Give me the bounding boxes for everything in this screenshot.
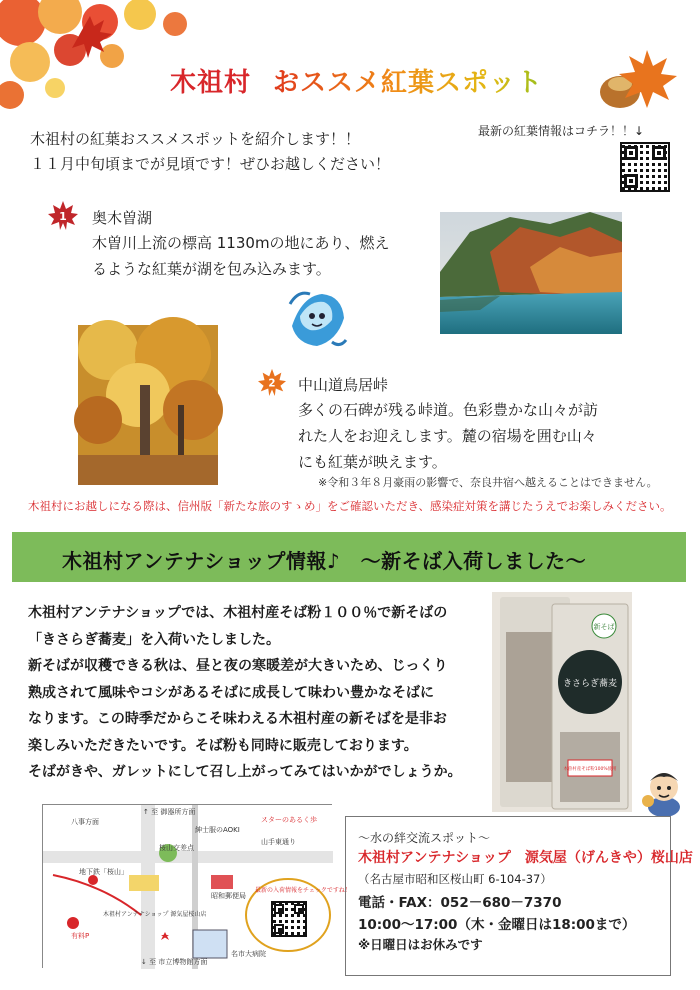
kisaragi-soba-package-photo (492, 592, 632, 812)
store-closed-day: ※日曜日はお休みです (358, 937, 483, 952)
spot-2-name: 中山道鳥居峠 (298, 376, 389, 394)
map-label: 木祖村アンテナショップ 源気屋桜山店 (103, 911, 207, 918)
map-south-label: ↓ 至 市立博物館方面 (141, 958, 208, 966)
package-name: きさらぎ蕎麦 (562, 679, 618, 689)
maple-leaf-number-1-icon (48, 200, 78, 230)
maple-leaf-number-2-icon (258, 368, 286, 396)
page-title (170, 62, 590, 104)
spot-1-name: 奥木曽湖 (92, 209, 153, 227)
maple-leaf-chestnut-decoration (592, 40, 682, 120)
map-label: 名市大病院 (231, 950, 266, 958)
map-label: 八事方面 (71, 818, 99, 826)
map-label: 最新の入荷情報をチェックですね！ (255, 887, 351, 894)
map-north-label: ↑ 至 御器所方面 (143, 808, 196, 816)
shop-body-line: 新そばが収穫できる秋は、昼と夜の寒暖差が大きいため、じっくり (28, 658, 448, 674)
village-mascot-illustration (282, 286, 352, 351)
intro-line-1: 木祖村の紅葉おススメスポットを紹介します！！ (30, 130, 361, 148)
map-label: 紳士服のAOKI (195, 826, 240, 834)
shop-body-line: 木祖村アンテナショップでは、木祖村産そば粉１００％で新そばの (28, 605, 448, 621)
map-label: 桜山交差点 (159, 844, 194, 852)
store-access-map (42, 804, 351, 968)
store-info-box (345, 816, 693, 976)
shop-body-line: そばがきや、ガレットにして召し上がってみてはいかがでしょうか。 (28, 764, 462, 780)
spot-2-desc-line1: 多くの石碑が残る峠道。色彩豊かな山々が訪 (298, 401, 599, 419)
chef-mascot-illustration (640, 765, 688, 817)
shop-body-line: なります。この時季だからこそ味わえる木祖村産の新そばを是非お (28, 711, 447, 727)
map-label: スターのあるく歩 (261, 816, 317, 824)
travel-advisory-note: 木祖村にお越しになる際は、信州版「新たな旅のすゝめ」をご確認いただき、感染症対策を講じたうえでお楽しみください。 (28, 499, 672, 513)
shop-description (28, 600, 478, 786)
shop-section-heading: 木祖村アンテナショップ情報♪ ～新そば入荷しました～ (62, 549, 587, 573)
shop-body-line: 「きさらぎ蕎麦」を入荷いたしました。 (28, 631, 280, 648)
map-label: 山手東通り (261, 838, 296, 846)
store-name: 木祖村アンテナショップ 源気屋（げんきや）桜山店 (358, 850, 693, 866)
shop-body-line: 楽しみいただきたいです。そば粉も同時に販売しております。 (28, 737, 418, 754)
rain-damage-note: ※令和３年８月豪雨の影響で、奈良井宿へ越えることはできません。 (318, 476, 658, 489)
intro-line-2: １１月中旬頃までが見頃です！ぜひお越しください！ (30, 155, 391, 173)
map-label: 有料P (71, 932, 90, 940)
package-badge: 新そば (593, 623, 615, 631)
spot-1-desc-line1: 木曽川上流の標高 1130mの地にあり、燃え (92, 234, 390, 252)
svg-text:2: 2 (268, 377, 276, 390)
store-info-qr-code[interactable] (271, 901, 307, 937)
store-phone: 電話・FAX：052－680－7370 (358, 895, 562, 911)
map-label: 地下鉄「桜山」 (79, 868, 128, 876)
spot-2-desc-line3: にも紅葉が映えます。 (298, 453, 447, 471)
torii-pass-forest-photo (78, 325, 218, 485)
store-kicker: ～水の絆交流スポット～ (358, 831, 491, 845)
store-hours: 10:00～17:00（木・金曜日は18:00まで） (358, 917, 636, 933)
store-address: （名古屋市昭和区桜山町 6-104-37） (358, 872, 552, 886)
shop-body-line: 熟成されて風味やコシがあるそばに成長して味わい豊かなそばに (28, 684, 434, 701)
lake-okukiso-photo (440, 212, 622, 334)
title-rest: おススメ紅葉スポット (273, 68, 544, 98)
spot-2-desc-line2: れた人をお迎えします。麓の宿場を囲む山々 (298, 427, 597, 445)
spot-1-desc-line2: るような紅葉が湖を包み込みます。 (92, 260, 331, 278)
map-label: 昭和郵便局 (211, 892, 246, 900)
qr-caption: 最新の紅葉情報はコチラ！！↓ (478, 124, 645, 138)
foliage-info-qr-code[interactable] (620, 142, 670, 192)
title-village: 木祖村 (170, 68, 252, 98)
package-label: 木曽村産そば粉100%使用 (563, 767, 617, 772)
svg-text:1: 1 (59, 210, 67, 223)
